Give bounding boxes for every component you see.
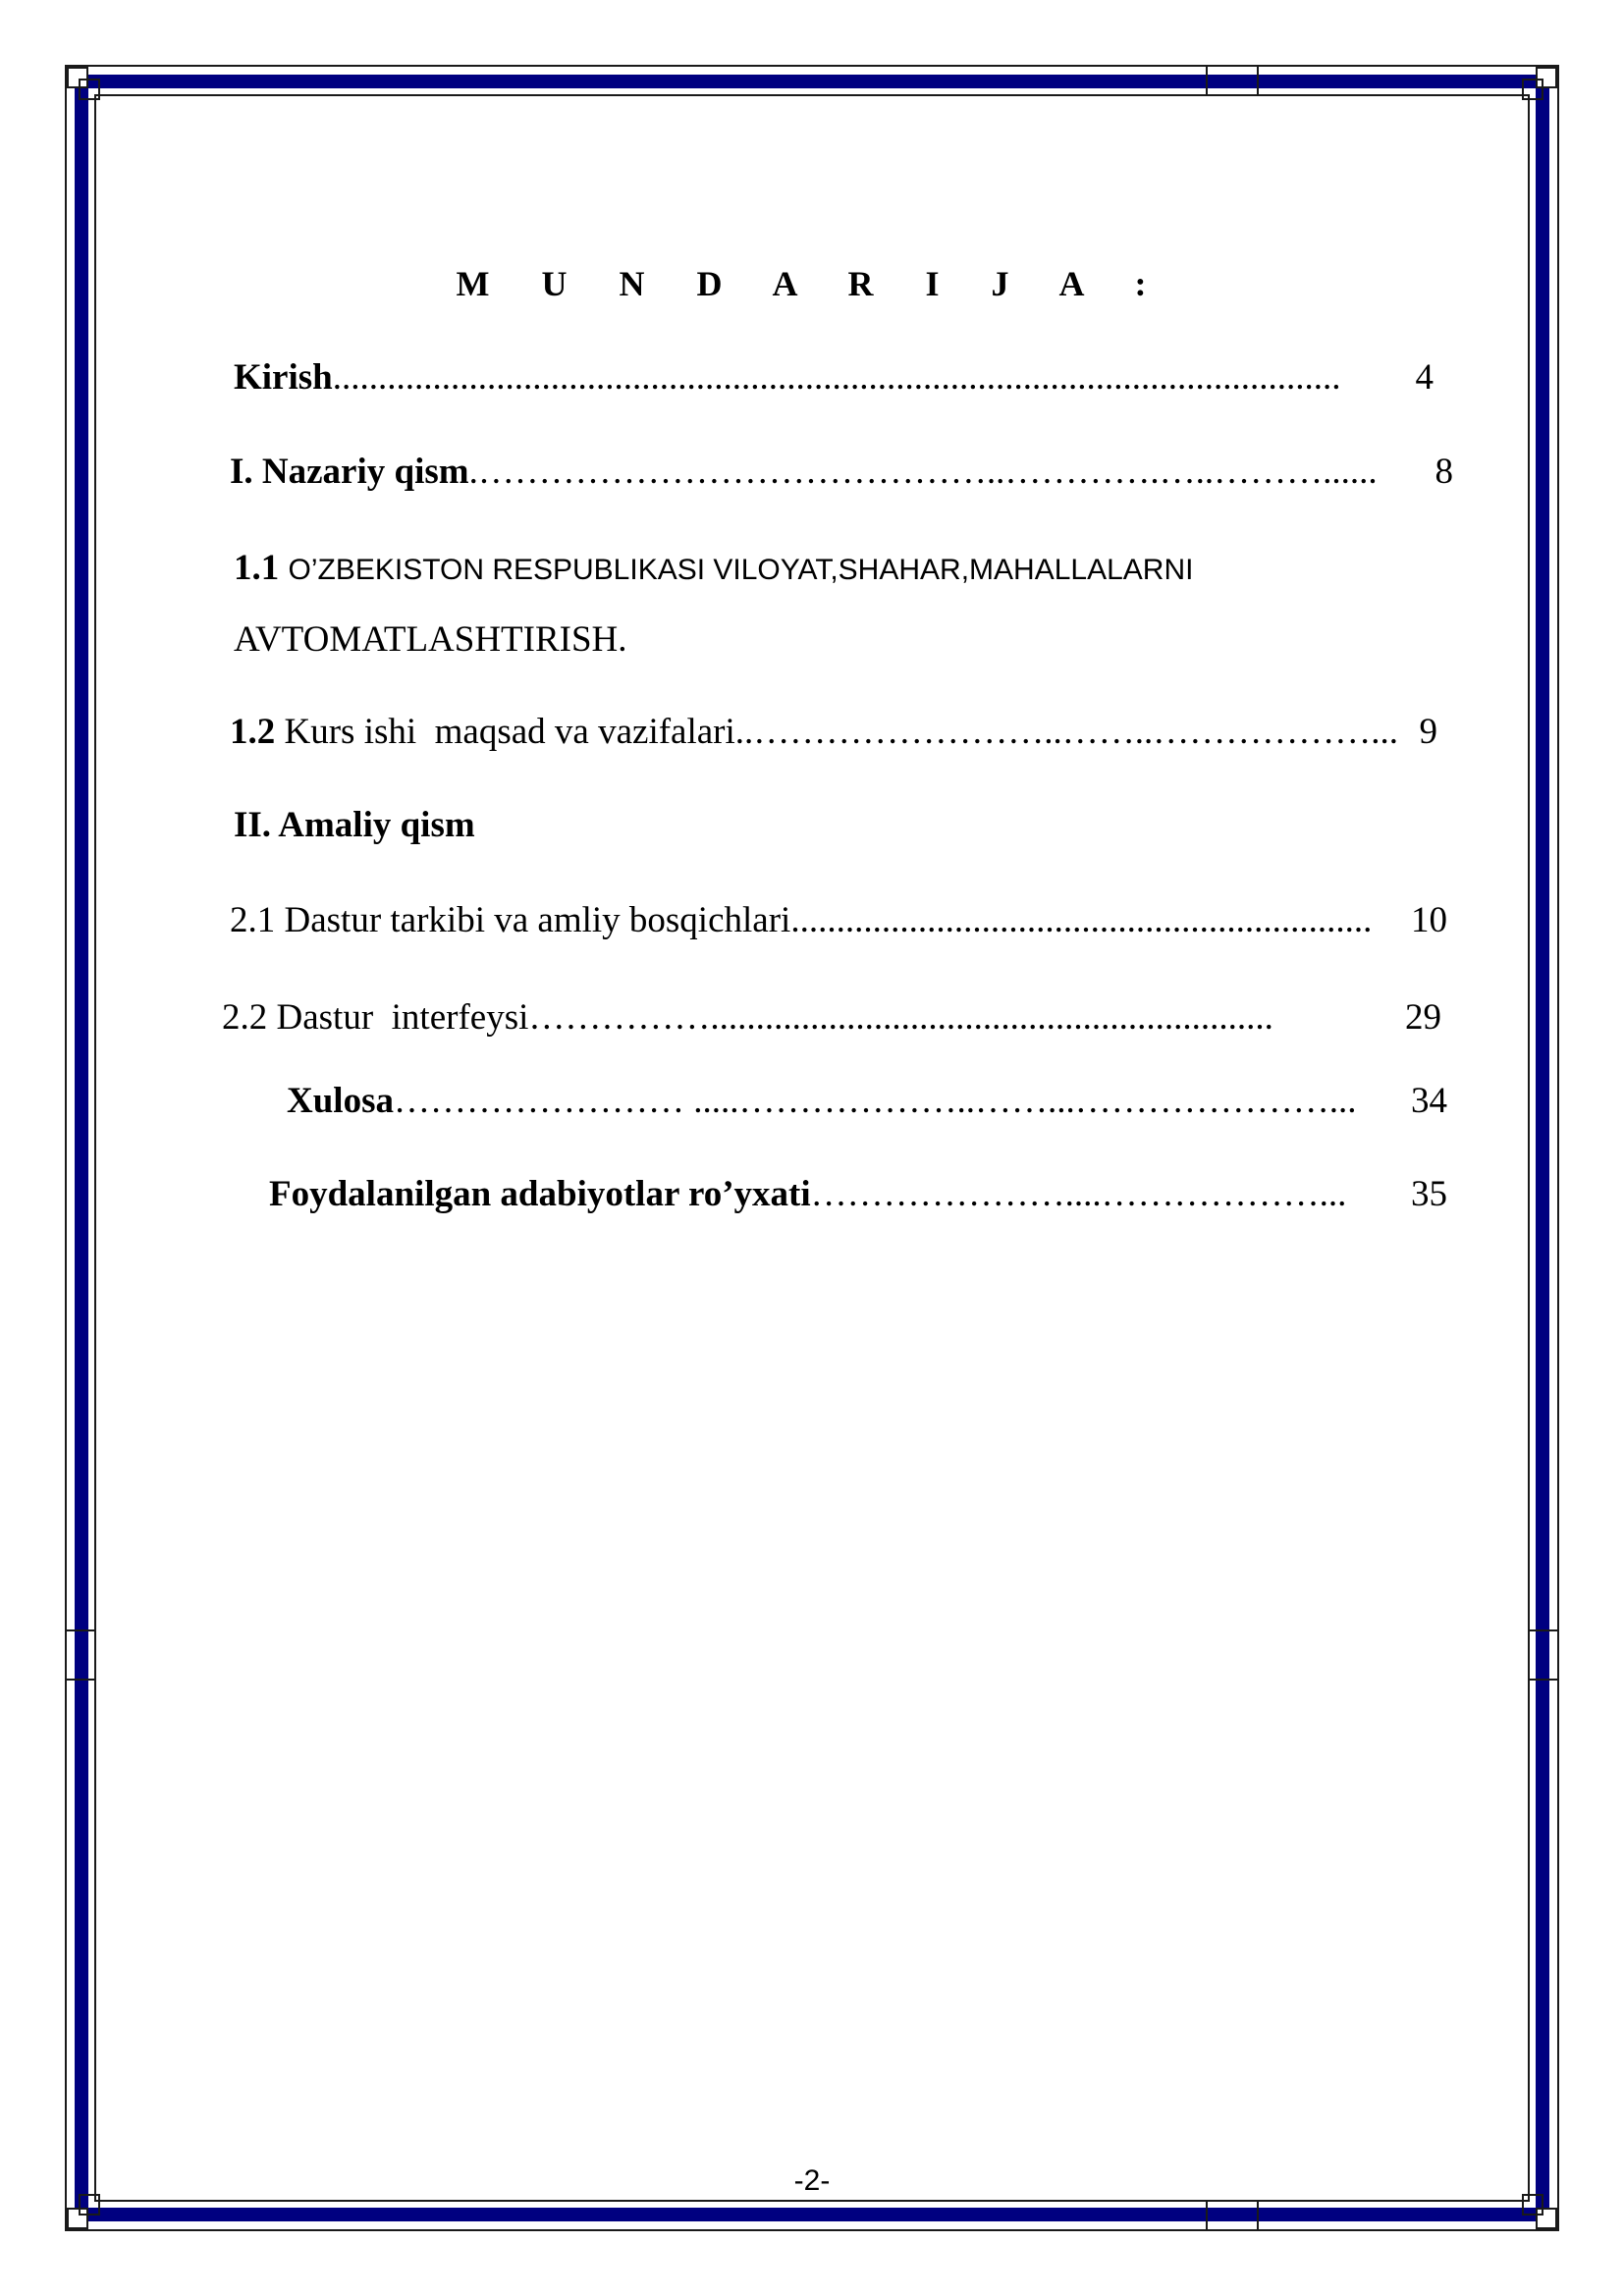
- corner-ornament-top-right: [1522, 67, 1557, 102]
- page-border-inner: [94, 94, 1530, 2202]
- toc-leader-dots: …………………....………………...: [810, 1174, 1347, 1214]
- toc-page-number: 35: [1411, 1174, 1447, 1214]
- toc-leader-dots: ...............................................................................................................: [332, 357, 1341, 398]
- border-tick: [65, 1679, 94, 1681]
- toc-entry-amaliy-qism[interactable]: II. Amaliy qism: [234, 805, 475, 845]
- toc-entry-kirish[interactable]: [234, 356, 1434, 399]
- border-tick: [65, 1629, 94, 1631]
- toc-page-number: 8: [1435, 452, 1453, 492]
- toc-leader-dots: ……………..............................................................: [528, 997, 1273, 1038]
- toc-page-number: 10: [1411, 900, 1447, 940]
- border-tick: [1206, 65, 1208, 94]
- page-title: M U N D A R I J A :: [456, 264, 1168, 303]
- toc-entry-1-1[interactable]: [234, 547, 1193, 589]
- corner-ornament-bottom-left: [67, 2194, 102, 2229]
- toc-entry-2-2[interactable]: [222, 996, 1441, 1039]
- toc-label: I. Nazariy qism: [230, 452, 469, 492]
- toc-leader-dots: .……………………………………..………….…..………......: [468, 452, 1378, 492]
- toc-label: Foydalanilgan adabiyotlar ro’yxati: [269, 1174, 811, 1214]
- toc-page-number: 9: [1419, 712, 1437, 752]
- toc-label: 2.2 Dastur interfeysi: [222, 997, 529, 1038]
- border-tick: [1257, 2202, 1259, 2231]
- toc-entry-xulosa[interactable]: [287, 1080, 1447, 1122]
- toc-entry-2-1[interactable]: [230, 899, 1447, 941]
- border-tick: [1530, 1679, 1559, 1681]
- toc-label: Kurs ishi maqsad va vazifalari: [275, 712, 735, 752]
- toc-leader-dots: …………………… .....………………..……...…………………...: [393, 1081, 1357, 1121]
- corner-ornament-top-left: [67, 67, 102, 102]
- toc-entry-nazariy-qism[interactable]: [230, 451, 1453, 493]
- toc-page-number: 34: [1411, 1081, 1447, 1121]
- toc-entry-1-2[interactable]: [230, 711, 1437, 753]
- page-number: -2-: [793, 2164, 831, 2197]
- border-tick: [1530, 1629, 1559, 1631]
- toc-leader-dots: ................................................................: [790, 900, 1373, 940]
- toc-section-number: 1.2: [230, 712, 276, 752]
- toc-label: O’ZBEKISTON RESPUBLIKASI VILOYAT,SHAHAR,MAHALLALARNI: [288, 554, 1194, 586]
- toc-entry-1-1-continuation: AVTOMATLASHTIRISH.: [234, 619, 627, 660]
- toc-entry-foydalanilgan-adabiyotlar[interactable]: [269, 1173, 1447, 1215]
- border-tick: [1257, 65, 1259, 94]
- toc-leader-dots: ..……………………..……..………………...: [734, 712, 1399, 752]
- toc-page-number: 4: [1415, 357, 1434, 398]
- corner-ornament-bottom-right: [1522, 2194, 1557, 2229]
- toc-section-number: 1.1: [234, 548, 280, 588]
- toc-label: Xulosa: [287, 1081, 394, 1121]
- toc-label: 2.1 Dastur tarkibi va amliy bosqichlari: [230, 900, 791, 940]
- toc-page-number: 29: [1405, 997, 1441, 1038]
- toc-label: Kirish: [234, 357, 333, 398]
- border-tick: [1206, 2202, 1208, 2231]
